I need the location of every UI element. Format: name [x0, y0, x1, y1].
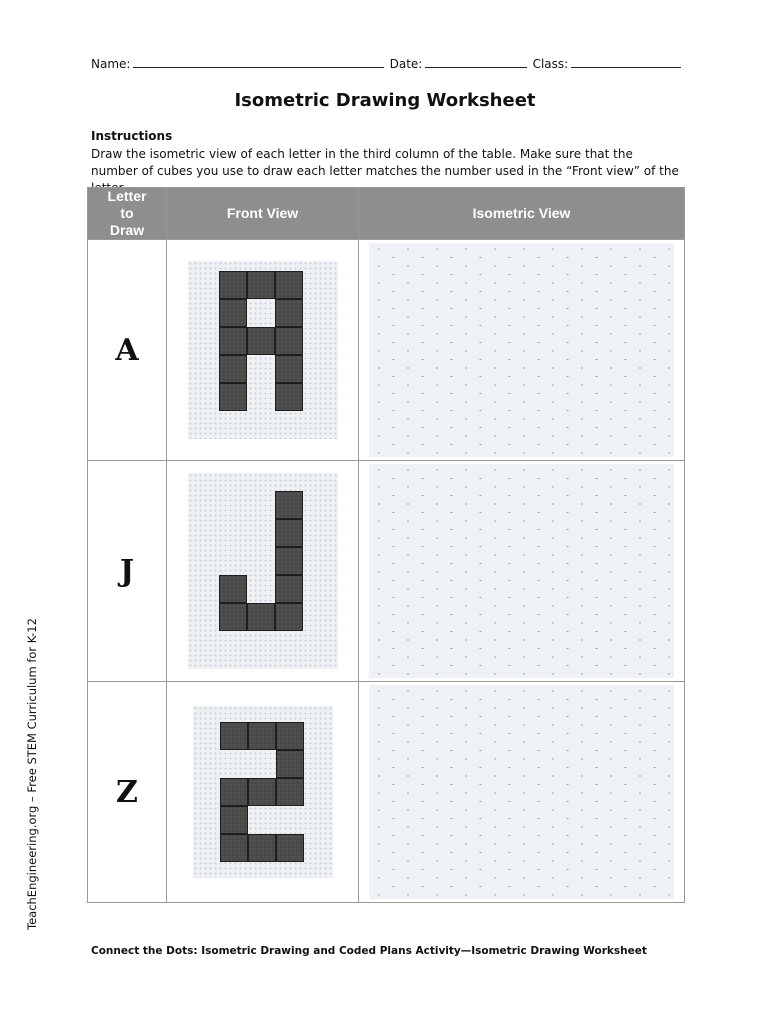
cube: [248, 834, 276, 862]
worksheet-table: [87, 187, 685, 903]
date-label: Date:: [389, 57, 423, 71]
cube: [275, 575, 303, 603]
instructions-text: Draw the isometric view of each letter in the third column of the table. Make sure that the number of cubes you use to draw each letter matches the number used in the “Front view” of the: [91, 147, 679, 178]
cube: [247, 327, 275, 355]
front-view-cell: [167, 461, 359, 682]
cube: [219, 603, 247, 631]
letter-cell: J: [88, 461, 167, 682]
class-field[interactable]: [571, 56, 681, 68]
table-row: [88, 461, 685, 682]
cube: [275, 603, 303, 631]
isometric-dot-grid[interactable]: [369, 464, 674, 678]
column-header-isometric-view: Isometric View: [359, 188, 685, 240]
cube: [248, 722, 276, 750]
isometric-view-cell: [359, 682, 685, 903]
cube: [275, 327, 303, 355]
cube: [275, 355, 303, 383]
cube: [220, 806, 248, 834]
isometric-dot-grid[interactable]: [369, 685, 674, 899]
cube: [219, 383, 247, 411]
class-label: Class:: [532, 57, 569, 71]
letter-z-front-view: [193, 706, 333, 878]
isometric-view-cell: [359, 240, 685, 461]
cube: [276, 750, 304, 778]
instructions-heading: Instructions: [91, 129, 173, 143]
cube: [275, 491, 303, 519]
date-field[interactable]: [425, 56, 526, 68]
isometric-dot-grid[interactable]: [369, 243, 674, 457]
cube: [220, 778, 248, 806]
name-label: Name:: [91, 57, 131, 71]
column-header-letter: Letter to Draw: [88, 188, 167, 240]
student-info-row: [91, 56, 681, 71]
table-row: [88, 240, 685, 461]
cube: [275, 383, 303, 411]
isometric-view-cell: [359, 461, 685, 682]
cube: [219, 575, 247, 603]
table-row: [88, 682, 685, 903]
cube: [219, 327, 247, 355]
letter-cell: Z: [88, 682, 167, 903]
letter-a-front-view: [188, 261, 338, 439]
column-header-front-view: Front View: [167, 188, 359, 240]
cube: [220, 722, 248, 750]
front-view-cell: [167, 240, 359, 461]
cube: [219, 271, 247, 299]
letter-j-front-view: [188, 473, 338, 669]
footer-text: Connect the Dots: Isometric Drawing and Coded Plans Activity—Isometric Drawing Worksheet: [91, 945, 647, 957]
cube: [275, 271, 303, 299]
cube: [247, 603, 275, 631]
cube: [247, 271, 275, 299]
cube: [276, 834, 304, 862]
cube: [276, 722, 304, 750]
cube: [276, 778, 304, 806]
cube: [220, 834, 248, 862]
name-field[interactable]: [133, 56, 383, 68]
cube: [219, 299, 247, 327]
table-header-row: [88, 188, 685, 240]
cube: [275, 519, 303, 547]
letter-cell: A: [88, 240, 167, 461]
cube: [219, 355, 247, 383]
cube: [248, 778, 276, 806]
cube: [275, 547, 303, 575]
front-view-cell: [167, 682, 359, 903]
page-title: Isometric Drawing Worksheet: [234, 90, 536, 111]
side-credit-text: TeachEngineering.org – Free STEM Curriculum for K-12: [25, 618, 39, 930]
cube: [275, 299, 303, 327]
